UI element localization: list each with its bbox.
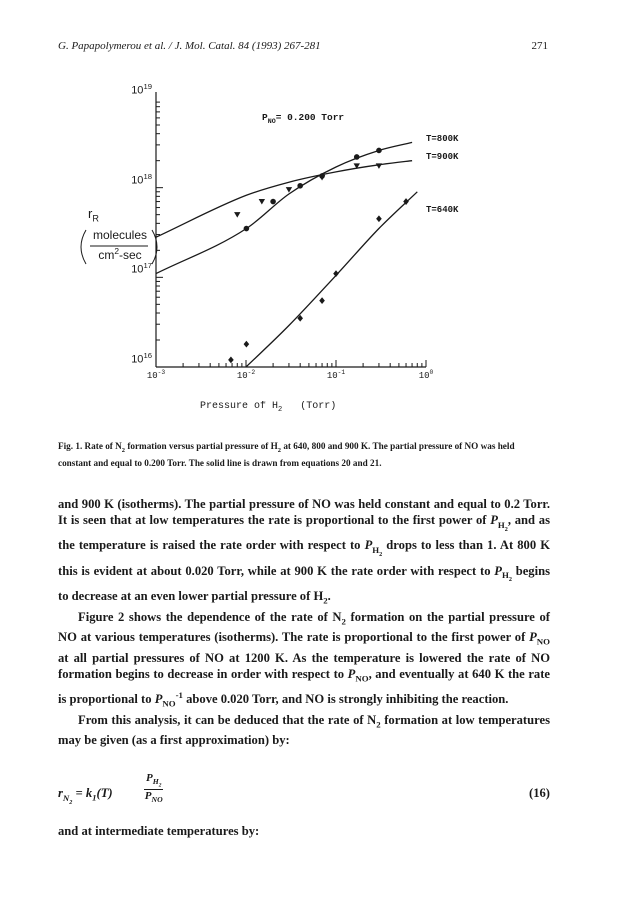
y-tick-label xyxy=(112,261,152,281)
equation-lhs: $r_{N_2} = k_1(T)$ xyxy=(58,786,113,806)
after-equation-text: and at intermediate temperatures by: xyxy=(58,824,260,838)
fit-line-t800k xyxy=(156,142,412,273)
series-label-t640k xyxy=(426,205,496,219)
fit-line-t900k xyxy=(156,161,412,238)
y-units-denominator xyxy=(86,246,154,264)
data-point-diamond xyxy=(244,341,250,348)
x-tick-label-text: $10^0$ xyxy=(418,369,434,381)
y-tick-label xyxy=(112,351,152,371)
data-point-diamond xyxy=(319,297,325,304)
data-points xyxy=(228,148,409,364)
data-point-triangle xyxy=(376,163,382,169)
x-tick-label-text: $10^{-3}$ xyxy=(146,369,166,381)
y-units-denominator-text: $cm^2-\sec$ xyxy=(98,246,142,262)
data-point-circle xyxy=(270,199,276,205)
equation-fraction xyxy=(144,772,163,804)
y-tick-label xyxy=(112,82,152,102)
fit-line-t640k xyxy=(246,192,417,367)
y-tick-label-text: $10^{19}$ xyxy=(131,82,152,97)
x-tick-label xyxy=(134,369,178,385)
data-point-diamond xyxy=(333,270,339,277)
y-axis-symbol xyxy=(88,206,118,226)
page-number: 271 xyxy=(531,40,548,52)
header-citation: G. Papapolymerou et al. / J. Mol. Catal. 84 (1993) 267-281 xyxy=(58,40,321,52)
data-point-triangle xyxy=(259,199,265,205)
series-label-t800k xyxy=(426,134,496,148)
y-tick-label-text: $10^{18}$ xyxy=(131,171,152,187)
series-label-t900k-text: T=900K xyxy=(426,152,459,162)
data-point-triangle xyxy=(319,175,325,181)
y-axis-symbol-text: $r_R$ xyxy=(88,206,99,224)
series-label-t640k-text: T=640K xyxy=(426,205,459,215)
data-point-circle xyxy=(297,183,303,189)
data-point-circle xyxy=(376,148,382,154)
x-tick-label xyxy=(404,369,448,385)
paragraph-1: and 900 K (isotherms). The partial pressure of NO was held constant and equal to 0.2 Torr. It is seen that at low temperatures the rate is proportional to the first power of $P_{H_2}$, and as the temperature is raised the rate order with respect to $P_{H_2}$ drops to less than 1. At 800 K this is evident at about 0.020 Torr, while at 900 K the rate order with respect to $P_{H_2}$ begins to decrease at an even lower partial pressure of $H_2$. xyxy=(58,497,551,606)
y-units-numerator-text: molecules xyxy=(92,228,148,242)
series-label-t800k-text: T=800K xyxy=(426,134,459,144)
paragraph-3: From this analysis, it can be deduced that the rate of $N_2$ formation at low temperatures may be given (as a first approximation) by: xyxy=(58,712,550,748)
equation-number: (16) xyxy=(529,786,550,800)
equation-denominator: $P_{NO}$ xyxy=(144,789,163,804)
fit-lines xyxy=(156,142,417,367)
paragraph-2: Figure 2 shows the dependence of the rate of $N_2$ formation on the partial pressure of NO at various temperatures (isotherms). The rate is proportional to the first power of $P_{NO}$ at all partial pressures of NO at 1200 K. As the temperature is lowered the rate of NO formation begins to decrease in order with respect to $P_{NO}$, and eventually at 640 K the rate is proportional to $P_{NO}^{-1}$ above 0.020 Torr, and NO is strongly inhibiting the reaction. xyxy=(58,609,550,709)
equation-numerator: $P_{H_2}$ xyxy=(146,772,162,789)
x-axis-label-text: Pressure of $H_2$ (Torr) xyxy=(200,401,337,414)
data-point-circle xyxy=(354,154,360,160)
x-tick-label-text: $10^{-2}$ xyxy=(236,369,256,381)
chart-axes xyxy=(156,92,426,367)
equation-16 xyxy=(58,772,550,812)
x-tick-label xyxy=(224,369,268,385)
x-tick-label-text: $10^{-1}$ xyxy=(326,369,346,381)
pno-annotation-text: $P_{NO}= 0.200$ Torr xyxy=(262,112,345,125)
x-tick-label xyxy=(314,369,358,385)
data-point-diamond xyxy=(228,357,234,364)
data-point-diamond xyxy=(376,215,382,222)
series-label-t900k xyxy=(426,152,496,166)
data-point-triangle xyxy=(234,212,240,218)
y-tick-label-text: $10^{17}$ xyxy=(131,261,152,276)
data-point-circle xyxy=(244,226,250,232)
pno-annotation xyxy=(262,112,392,128)
y-tick-label-text: $10^{16}$ xyxy=(131,351,152,366)
x-axis-label xyxy=(200,401,400,417)
figure-1-chart xyxy=(0,0,624,440)
figure-caption: Fig. 1. Rate of $N_2$ formation versus partial pressure of $H_2$ at 640, 800 and 900 K. The partial pressure of NO was held constant and equal to 0.200 Torr. The solid line is drawn from equations 20 and 21. xyxy=(58,441,515,468)
y-tick-label xyxy=(112,172,152,192)
body-text xyxy=(58,496,550,748)
y-units-numerator xyxy=(86,228,154,246)
